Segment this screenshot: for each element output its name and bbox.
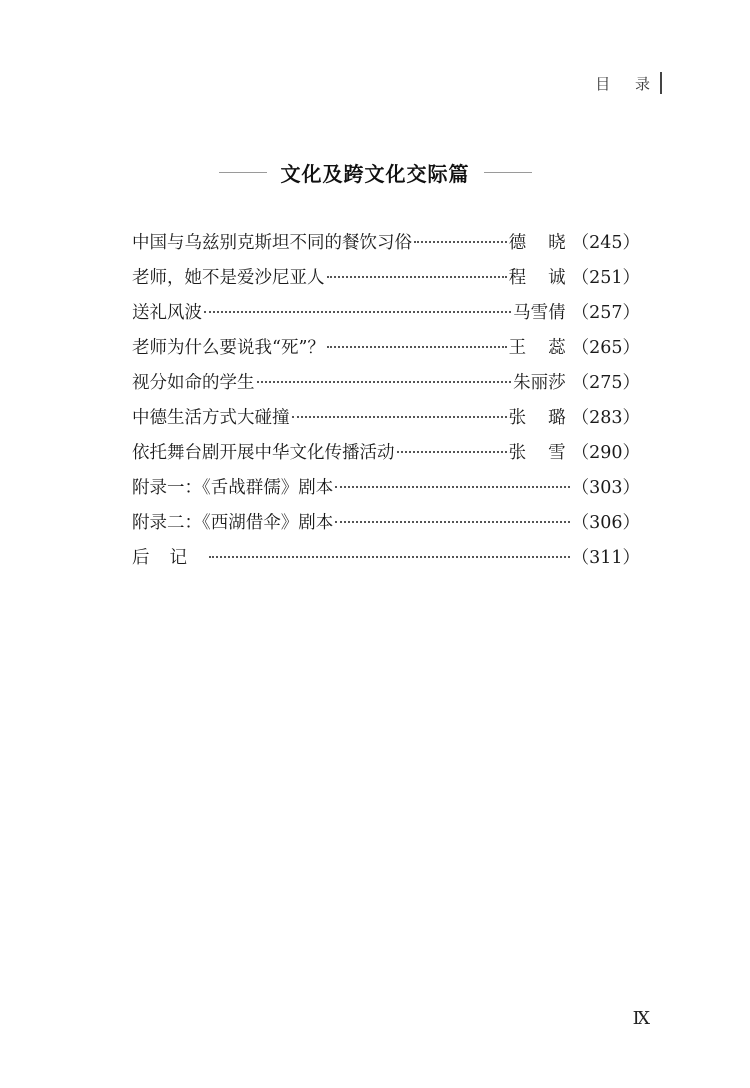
section-heading — [0, 158, 750, 187]
author-char: 诚 — [548, 268, 566, 288]
dot-leader — [292, 415, 507, 418]
toc-entry[interactable] — [132, 331, 640, 366]
toc-entry[interactable] — [132, 436, 640, 471]
toc-entry-page: （251） — [571, 268, 640, 288]
toc-entry-title: 中德生活方式大碰撞 — [132, 408, 290, 428]
toc-entry-title: 视分如命的学生 — [132, 373, 255, 393]
running-head — [595, 72, 662, 94]
toc-entry[interactable] — [132, 541, 640, 576]
toc-entry[interactable] — [132, 296, 640, 331]
dot-leader — [204, 310, 511, 313]
author-char: 德 — [508, 233, 527, 253]
toc-entry[interactable] — [132, 506, 640, 541]
dot-leader — [327, 345, 507, 348]
toc-entry-page: （290） — [571, 443, 640, 463]
toc-entry-title: 依托舞台剧开展中华文化传播活动 — [132, 443, 395, 463]
toc-entry-author — [509, 331, 566, 366]
author-char: 程 — [508, 268, 527, 288]
toc-entry-page: （257） — [571, 303, 640, 323]
table-of-contents — [132, 226, 640, 576]
toc-entry-author — [509, 226, 566, 261]
toc-entry[interactable] — [132, 366, 640, 401]
toc-entry-title: 附录一：《舌战群儒》剧本 — [132, 478, 334, 498]
dot-leader — [257, 380, 512, 383]
toc-entry-title: 后记 — [132, 548, 207, 568]
dot-leader — [327, 275, 507, 278]
running-head-bar — [660, 72, 662, 94]
toc-entry-author — [513, 296, 566, 331]
heading-rule-left — [219, 172, 267, 173]
toc-entry-author — [509, 401, 566, 436]
toc-entry-page: （283） — [571, 408, 640, 428]
author-char: 晓 — [548, 233, 566, 253]
dot-leader — [397, 450, 507, 453]
toc-entry-title: 老师为什么要说我“死”？ — [132, 338, 325, 358]
toc-entry-page: （311） — [571, 548, 640, 568]
author-char: 王 — [508, 338, 527, 358]
toc-entry-page: （265） — [571, 338, 640, 358]
heading-rule-right — [484, 172, 532, 173]
author-char: 蕊 — [548, 338, 566, 358]
toc-entry-page: （303） — [571, 478, 640, 498]
author-char: 璐 — [548, 408, 566, 428]
toc-entry-title: 老师，她不是爱沙尼亚人 — [132, 268, 325, 288]
toc-entry-author — [509, 261, 566, 296]
toc-entry-author — [513, 366, 566, 401]
toc-entry-title: 附录二：《西湖借伞》剧本 — [132, 513, 334, 533]
toc-entry-title: 中国与乌兹别克斯坦不同的餐饮习俗 — [132, 233, 412, 253]
author-char: 朱丽莎 — [513, 373, 566, 393]
toc-entry-page: （275） — [571, 373, 640, 393]
author-char: 张 — [508, 443, 527, 463]
section-title: 文化及跨文化交际篇 — [280, 162, 470, 186]
toc-entry[interactable] — [132, 401, 640, 436]
toc-entry[interactable] — [132, 261, 640, 296]
toc-entry[interactable] — [132, 226, 640, 261]
author-char: 张 — [508, 408, 527, 428]
author-char: 马雪倩 — [513, 303, 566, 323]
toc-entry-title: 送礼风波 — [132, 303, 202, 323]
toc-entry-page: （245） — [571, 233, 640, 253]
dot-leader — [335, 485, 569, 488]
toc-entry[interactable] — [132, 471, 640, 506]
dot-leader — [414, 240, 507, 243]
page-number: Ⅸ — [632, 1008, 650, 1029]
toc-entry-page: （306） — [571, 513, 640, 533]
dot-leader — [335, 520, 569, 523]
dot-leader — [209, 555, 570, 558]
author-char: 雪 — [548, 443, 566, 463]
running-head-label: 目 录 — [595, 74, 660, 93]
toc-entry-author — [509, 436, 566, 471]
